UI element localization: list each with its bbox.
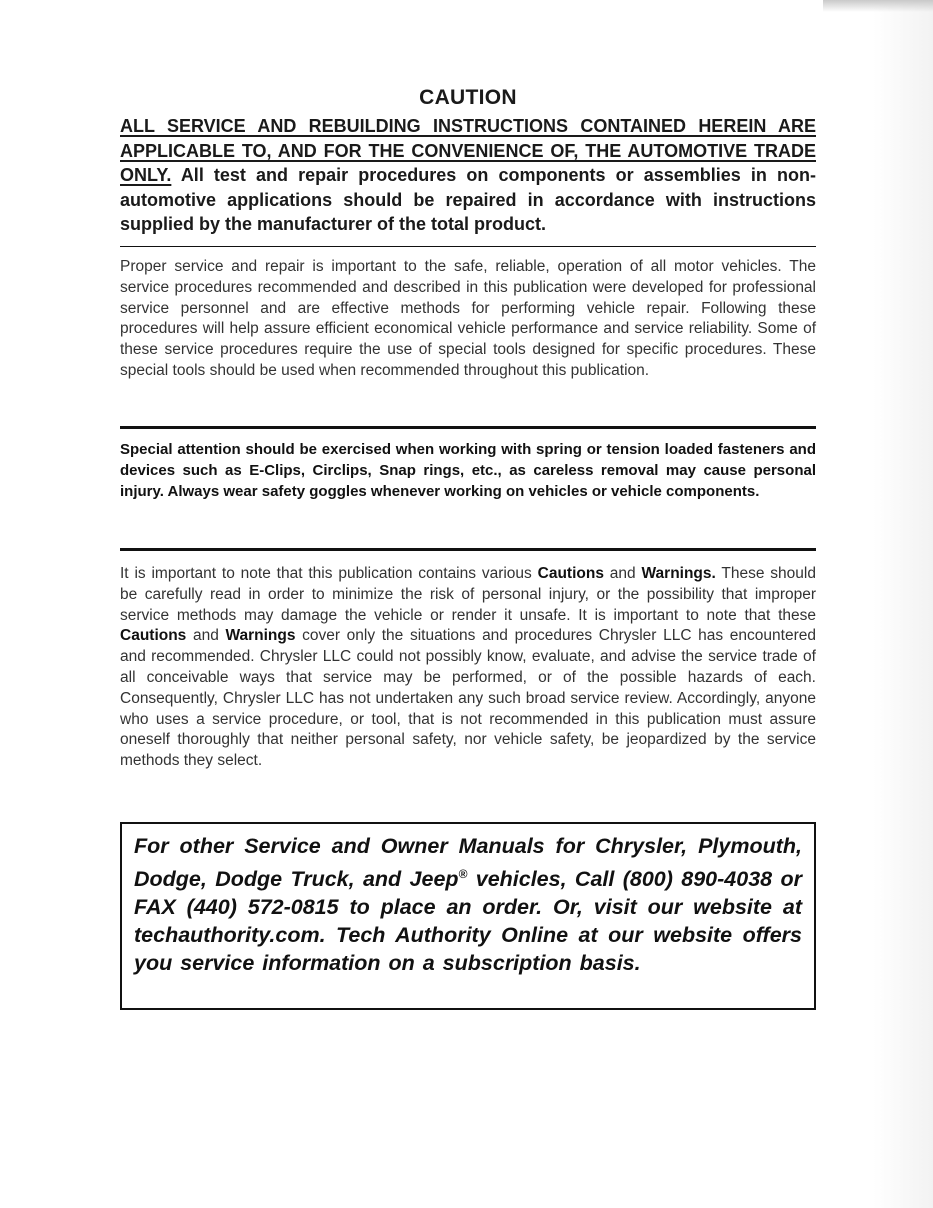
- scan-corner-shadow: [823, 0, 933, 12]
- cautions-text: and: [603, 565, 642, 582]
- order-text: For other Service and Owner Manuals for Chrysler, Plymouth, Dodge, Dodge Truck, and Jeep: [134, 834, 802, 892]
- divider-rule: [120, 246, 816, 247]
- automotive-trade-warning: [120, 114, 816, 237]
- scan-shadow: [873, 0, 933, 1208]
- order-info-box: [120, 822, 816, 1010]
- cautions-emphasis: Cautions: [537, 565, 604, 582]
- page-title: CAUTION: [419, 86, 517, 109]
- cautions-text: cover only the situations and procedures Chrysler LLC has encountered and recommended. Chrysler LLC could not possibly know, evaluate, and advise the service trade of all conceivable ways that service may be performed, or of the possible hazards of each. Consequently, Chrysler LLC has not undertaken any such broad service review. Accordingly, anyone who uses a service procedure, or tool, that is not recommended in this publication must assure oneself thoroughly that neither personal safety, nor vehicle safety, be jeopardized by the service methods they select.: [120, 627, 816, 770]
- warning-text: All test and repair procedures on components or assemblies in non-automotive applications should be repaired in accordance with instructions supplied by the manufacturer of the total product.: [120, 165, 816, 234]
- intro-paragraph: Proper service and repair is important to the safe, reliable, operation of all motor vehicles. The service procedures recommended and described in this publication were developed for professional service personnel and are effective methods for performing vehicle repair. Following these procedures will help assure efficient economical vehicle performance and service reliability. Some of these service procedures require the use of special tools designed for specific procedures. These special tools should be used when recommended throughout this publication.: [120, 258, 816, 379]
- registered-mark: ®: [458, 867, 468, 881]
- safety-paragraph: Special attention should be exercised when working with spring or tension loaded fasteners and devices such as E-Clips, Circlips, Snap rings, etc., as careless removal may cause personal injury. Always wear safety goggles whenever working on vehicles or vehicle components.: [120, 441, 816, 500]
- cautions-emphasis: Cautions: [120, 627, 187, 645]
- order-info-text: [134, 832, 802, 977]
- warnings-emphasis: Warnings.: [641, 565, 716, 582]
- order-text: vehicles, Call (800) 890-4038 or FAX (440) 572-0815 to place an order. Or, visit our website at techauthority.com. Tech Authority Online at our website offers you service information on a subscription basis.: [134, 867, 802, 976]
- divider-rule: [120, 426, 816, 429]
- cautions-text: and: [186, 627, 226, 645]
- cautions-paragraph: [120, 564, 816, 772]
- warnings-emphasis: Warnings: [225, 627, 296, 645]
- warning-underlined-text: ALL SERVICE AND REBUILDING INSTRUCTIONS CONTAINED HEREIN ARE APPLICABLE TO, AND FOR THE CONVENIENCE OF, THE AUTOMOTIVE TRADE ONLY.: [120, 116, 816, 185]
- cautions-text: It is important to note that this publication contains various: [120, 565, 538, 582]
- divider-rule: [120, 548, 816, 551]
- cautions-text: These should be carefully read in order to minimize the risk of personal injury, or the possibility that improper service methods may damage the vehicle or render it unsafe. It is important to note that these: [120, 565, 816, 624]
